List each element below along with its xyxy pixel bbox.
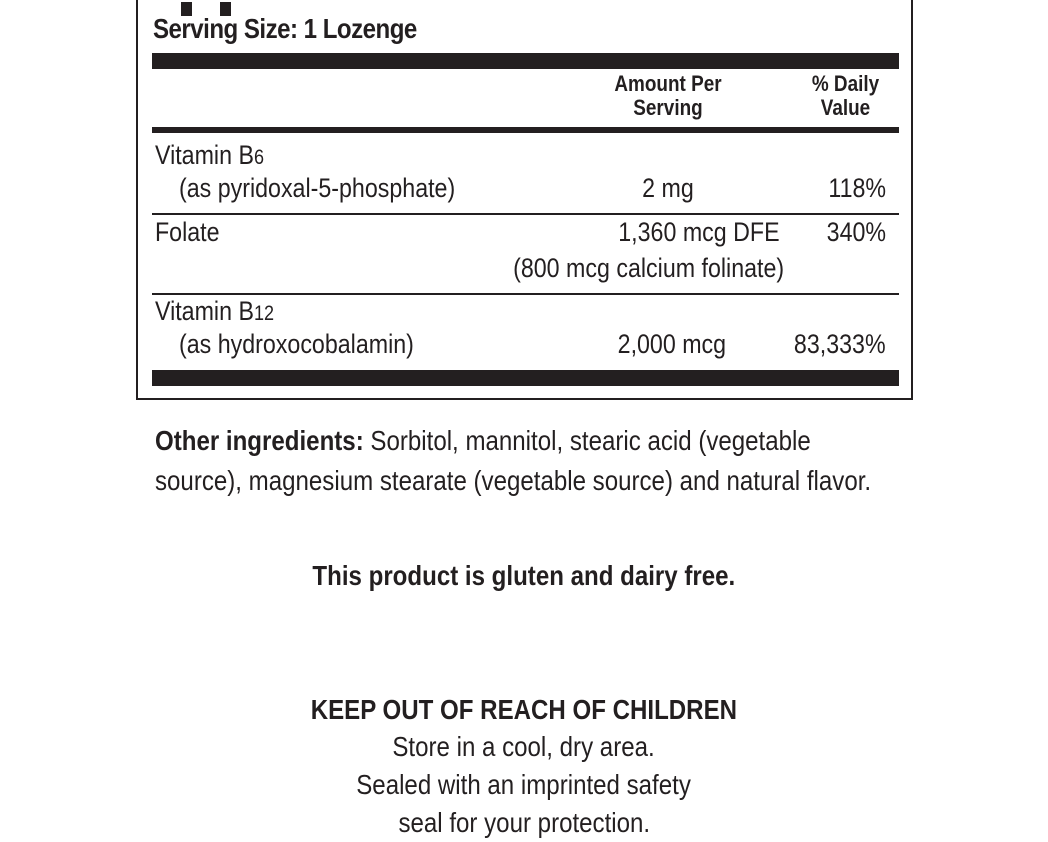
- nutrient-name-text: Vitamin B: [155, 140, 254, 170]
- other-ingredients-heading: Other ingredients:: [155, 425, 364, 456]
- column-header-amount-line1: Amount Per: [614, 71, 722, 96]
- nutrient-daily-value: 118%: [828, 173, 886, 203]
- nutrient-name: [155, 139, 264, 174]
- column-header-daily-value: [800, 72, 890, 120]
- serving-size: Serving Size: 1 Lozenge: [153, 13, 417, 44]
- nutrient-daily-value: 83,333%: [794, 329, 886, 359]
- row-divider: [152, 213, 899, 215]
- supplement-facts-panel: [136, 0, 913, 400]
- storage-line: [0, 728, 1048, 766]
- warning-heading-text: KEEP OUT OF REACH OF CHILDREN: [310, 694, 738, 725]
- header-divider-bar: [152, 127, 899, 133]
- column-header-amount: [604, 72, 733, 120]
- storage-line-text: Store in a cool, dry area.: [392, 731, 656, 762]
- allergen-statement-text: This product is gluten and dairy free.: [312, 560, 736, 591]
- nutrient-daily-value: 340%: [826, 217, 886, 247]
- column-header-amount-line2: Serving: [633, 95, 703, 120]
- nutrient-amount: 1,360 mcg DFE: [618, 217, 780, 247]
- nutrient-name: Folate: [155, 217, 220, 247]
- allergen-statement: [0, 557, 1048, 595]
- warning-heading: [0, 691, 1048, 729]
- seal-line-2: [0, 804, 1048, 842]
- nutrient-name-subscript: 12: [253, 302, 275, 325]
- nutrient-name-subscript: 6: [253, 146, 265, 169]
- other-ingredients: [155, 421, 886, 501]
- seal-line-1: [0, 766, 1048, 804]
- nutrient-amount: 2,000 mcg: [617, 329, 726, 359]
- bottom-divider-bar: [152, 370, 899, 386]
- nutrient-amount: 2 mg: [642, 173, 694, 203]
- seal-line-1-text: Sealed with an imprinted safety: [356, 769, 692, 800]
- top-divider-bar: [152, 53, 899, 69]
- nutrient-form: (as pyridoxal-5-phosphate): [179, 173, 456, 203]
- nutrient-name: [155, 295, 274, 330]
- seal-line-2-text: seal for your protection.: [398, 807, 650, 838]
- other-ingredients-text: Sorbitol, mannitol, stearic acid (vegetable source), magnesium stearate (vegetable source) and natural flavor.: [155, 425, 872, 496]
- nutrient-name-text: Vitamin B: [155, 296, 254, 326]
- nutrient-form: (as hydroxocobalamin): [179, 329, 414, 359]
- nutrient-amount-note: (800 mcg calcium folinate): [512, 253, 784, 283]
- column-header-dv-line2: Value: [820, 95, 871, 120]
- column-header-dv-line1: % Daily: [811, 71, 880, 96]
